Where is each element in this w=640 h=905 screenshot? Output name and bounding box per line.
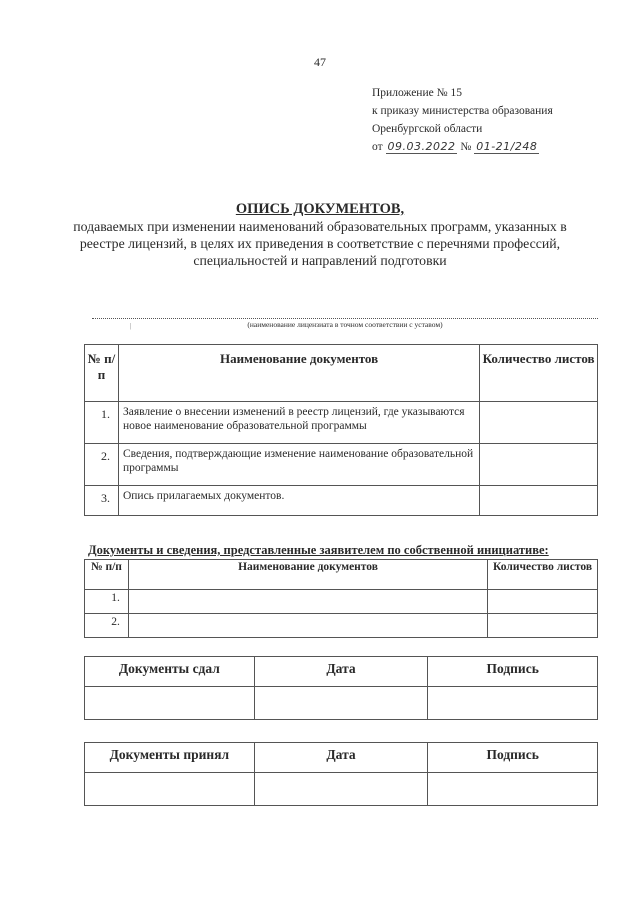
date-prefix: от (372, 141, 383, 153)
appendix-block (372, 84, 553, 156)
row-sheet-count[interactable] (488, 614, 598, 638)
date-cell[interactable] (254, 687, 428, 720)
row-document-name: Опись прилагаемых документов. (118, 486, 479, 516)
handed-by-header: Документы сдал (85, 657, 255, 687)
licensee-name-line (92, 318, 598, 319)
handwritten-number: 01-21/248 (476, 140, 538, 153)
row-document-name: Заявление о внесении изменений в реестр лицензий, где указываются новое наименование образовательной программы (118, 402, 479, 444)
row-number: 2. (85, 444, 119, 486)
page-number: 47 (314, 55, 326, 69)
table-row (85, 773, 598, 806)
table-row (85, 402, 598, 444)
row-document-name[interactable] (128, 614, 487, 638)
table-header-row (85, 743, 598, 773)
document-subtitle: подаваемых при изменении наименований образовательных программ, указанных в реестре лицензий, в целях их приведения в соответствие с перечнями профессий, специальностей и направлений подготовки (73, 219, 567, 268)
received-by-header: Документы принял (85, 743, 255, 773)
handwritten-date: 09.03.2022 (387, 140, 456, 153)
handed-by-cell[interactable] (85, 687, 255, 720)
handed-over-table (84, 656, 598, 720)
table-row (85, 614, 598, 638)
table-header-row (85, 345, 598, 402)
received-by-cell[interactable] (85, 773, 255, 806)
licensee-caption: (наименование лицензиата в точном соответствии с уставом) (247, 320, 443, 329)
signature-header: Подпись (428, 657, 598, 687)
number-prefix: № (460, 141, 472, 153)
col-header-number: № п/п (85, 345, 119, 402)
col-header-count: Количество листов (480, 345, 598, 402)
signature-header: Подпись (428, 743, 598, 773)
initiative-documents-table (84, 559, 598, 638)
table-header-row (85, 560, 598, 590)
appendix-date-line (372, 138, 553, 156)
row-sheet-count[interactable] (480, 444, 598, 486)
row-number: 2. (85, 614, 129, 638)
signature-cell[interactable] (428, 773, 598, 806)
appendix-line-1: Приложение № 15 (372, 87, 462, 99)
table-header-row (85, 657, 598, 687)
row-number: 3. (85, 486, 119, 516)
tick-mark: | (130, 322, 132, 330)
table-row (85, 687, 598, 720)
row-sheet-count[interactable] (480, 402, 598, 444)
document-title: ОПИСЬ ДОКУМЕНТОВ, (235, 201, 405, 217)
col-header-number: № п/п (85, 560, 129, 590)
appendix-line-2: к приказу министерства образования (372, 105, 553, 117)
row-sheet-count[interactable] (480, 486, 598, 516)
row-document-name: Сведения, подтверждающие изменение наименование образовательной программы (118, 444, 479, 486)
date-cell[interactable] (254, 773, 428, 806)
documents-table (84, 344, 598, 516)
date-header: Дата (254, 657, 428, 687)
appendix-line-3: Оренбургской области (372, 123, 483, 135)
col-header-name: Наименование документов (128, 560, 487, 590)
row-number: 1. (85, 402, 119, 444)
date-header: Дата (254, 743, 428, 773)
table-row (85, 444, 598, 486)
received-table (84, 742, 598, 806)
col-header-count: Количество листов (488, 560, 598, 590)
row-number: 1. (85, 590, 129, 614)
col-header-name: Наименование документов (118, 345, 479, 402)
table-row (85, 486, 598, 516)
signature-cell[interactable] (428, 687, 598, 720)
table-row (85, 590, 598, 614)
row-sheet-count[interactable] (488, 590, 598, 614)
row-document-name[interactable] (128, 590, 487, 614)
section-2-title: Документы и сведения, представленные заявителем по собственной инициативе: (88, 543, 549, 557)
